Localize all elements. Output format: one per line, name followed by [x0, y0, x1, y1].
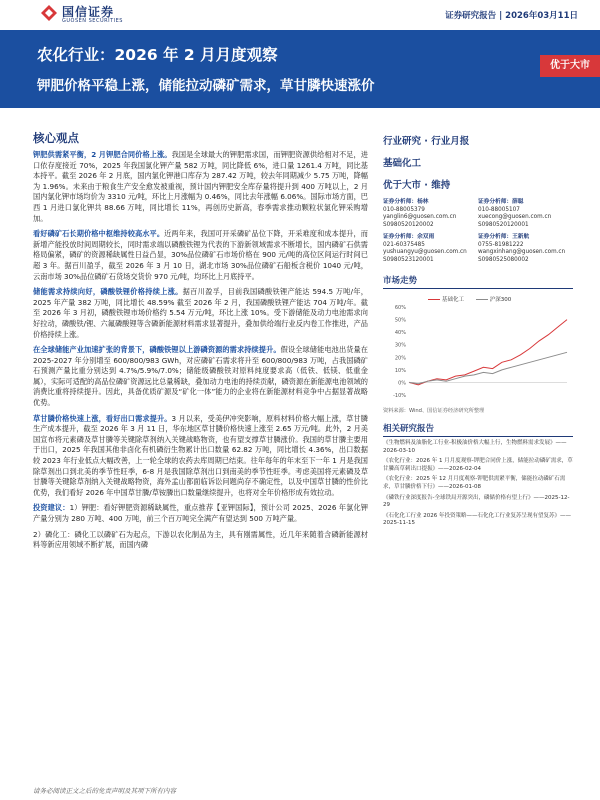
- analyst-list: [383, 199, 573, 264]
- y-tick-label: 20%: [394, 355, 406, 362]
- y-tick-label: -10%: [393, 393, 406, 399]
- logo-text-en: GUOSEN SECURITIES: [62, 18, 123, 24]
- chart-title: 市场走势: [383, 274, 573, 289]
- paragraph-text: 3 月以来，受美伊冲突影响，原料材料价格大幅上涨，草甘膦生产成本提升，截至 2026 年 3 月 11 日，华东地区草甘膦价格快速上涨至 2.65 万元/吨。此外，2 月美国宣布将元素磷及草甘膦等关键除草剂纳入关键战略物资，也有望支撑草甘膦涨价。我国的草甘膦主要用于出口，2025 年我国其他非卤化有机磷衍生物累计出口数量 62.82 万吨，同比增长 4.36%，出口数据较 2023 年行业低点大幅改善，上一轮全球的农药去库周期已结束。往年每年的年末至下一年 1 月是我国除草剂出口到北美的季节性旺季，6-8 月是我国除草剂出口到南美的季节性旺季。考虑美国将元素磷及草甘膦等关键除草剂纳入关键战略物资，海外孟山都面临诉讼问题尚存不确定性，以及中国草甘膦的性价比优势，我们看好 2026 年中国草甘膦/草铵膦出口数量继续提升，也将对全年价格形成有效拉动。: [33, 413, 368, 497]
- paragraph-text: 我国是全球最大的钾肥需求国，而钾肥资源供给相对不足，进口依存度接近 70%，2025 年我国氯化钾产量 582 万吨，同比降低 6%，进口量 1261.4 万吨，同比基本持平。截至 2026 年 2 月底，国内氯化钾港口库存为 287.42 万吨，较去年同期减少 5.75 万吨，降幅为 1.96%。未来由于粮食生产安全愈发被重视，预计国内钾肥安全库存量将提升到 400 万吨以上，2 月国内氯化钾市场均价为 3310 元/吨，环比上月涨幅为 0.46%，同比去年涨幅 6.06%。国际市场方面，巴西 1 月进口氯化钾共 88.66 万吨，同比增长 11%，再创历史新高，春季需求推动颗粒状氯化钾采购增加。: [33, 150, 368, 223]
- related-reports-title: 相关研究报告: [383, 422, 573, 437]
- market-trend-chart: [383, 293, 573, 405]
- core-views-title: 核心观点: [33, 131, 79, 145]
- paragraph-phosphate-rock: [33, 229, 368, 282]
- analyst-cert: S0980523120001: [383, 256, 434, 263]
- legend-item-index: [428, 295, 464, 303]
- guosen-logo: [40, 3, 150, 27]
- related-report-item[interactable]: 《生物燃料及油脂化工行业-积极油价格大幅上行，生物燃料需求发展》——2026-03-10: [383, 440, 567, 454]
- chart-svg: [383, 293, 573, 405]
- paragraph-energy-storage: [33, 345, 368, 409]
- analyst-phone: 021-60375485: [383, 241, 425, 248]
- legend-item-market: [476, 295, 512, 303]
- logo-text-cn: 国信证券: [62, 5, 115, 19]
- core-views: [33, 130, 368, 556]
- analyst-card: [383, 199, 478, 229]
- analyst-card: [478, 199, 573, 229]
- legend-label: 沪深300: [489, 297, 512, 303]
- paragraph-text: 2）磷化工：磷化工以磷矿石为起点，下游以农化制品为主，具有刚需属性，近几年来随着含磷新能源材料等新应用领域不断扩展，而国内磷: [33, 529, 368, 550]
- paragraph-text: 假设全球储能电池出货量在 2025-2027 年分别增至 600/800/983 GWh，对应磷矿石需求将升至 600/800/983 万吨，占我国磷矿石预测产量比重分别达到 4.7%/5.9%/7.0%；储能级磷酸铁对原料纯度要求高（低铁、低镁、低重金属），实际可适配的高品位磷矿资源远比总量稀缺，叠加动力电池的持续贡献，磷资源在新能源电池领域的消费比重将持续提升。因此，具备优质矿源及“矿化一体”能力的企业将在新能源材料竞争中占据显著战略优势。: [33, 345, 368, 408]
- paragraph-investment: [33, 503, 368, 524]
- industry-rating: 优于大市 · 维持: [383, 180, 451, 191]
- analyst-name: 证券分析师：王新航: [478, 234, 530, 240]
- paragraph-text: 近两年来，我国可开采磷矿品位下降，开采难度和成本提升，而新增产能投放时间周期较长，同时需求端以磷酸铁锂为代表的下游新领域需求不断增长，国内磷矿石供需格局偏紧，磷矿的资源稀缺属性日益凸显，30%品位磷矿石市场价格在 900 元/吨的高位区间运行时间已超 3 年。据百川盈孚，截至 2026 年 3 月 10 日，湖北市场 30%品位磷矿石船板含税价 1040 元/吨，云南市场 30%品位磷矿石货场交货价 970 元/吨，均环比上月底持平。: [33, 229, 368, 281]
- legend-label: 基础化工: [442, 297, 465, 303]
- related-report-item[interactable]: 《农化行业：2026 年 1 月月度观察-钾肥合同价上涨，储能拉动磷矿需求，草甘膦高草刺出口提振》——2026-02-04: [383, 458, 573, 472]
- paragraph-phosphorus-chem: [33, 530, 368, 551]
- y-tick-label: 50%: [394, 317, 406, 324]
- series-line-0: [409, 320, 567, 385]
- analyst-cert: S0980520120002: [383, 221, 434, 228]
- top-bar: [0, 0, 600, 31]
- paragraph-lead: 钾肥供需紧平衡，2 月钾肥合同价格上涨。: [33, 150, 172, 159]
- analyst-email[interactable]: xuecong@guosen.com.cn: [478, 214, 552, 220]
- paragraph-glyphosate: [33, 414, 368, 499]
- y-tick-label: 30%: [394, 342, 406, 349]
- paragraph-potash: [33, 150, 368, 224]
- paragraph-lfp: [33, 287, 368, 340]
- analyst-phone: 0755-81981222: [478, 241, 524, 248]
- analyst-card: [478, 234, 573, 264]
- paragraph-text: 据百川盈孚，目前我国磷酸铁锂产能达 594.5 万吨/年，2025 年产量 382 万吨，同比增长 48.59% 截至 2026 年 2 月，我国磷酸铁锂产能达 704 万吨/年。截至 2026 年 3 月初，磷酸铁锂市场价格约 5.54 万元/吨，环比上涨 10%。受下游储能及动力电池需求向好拉动，磷酸铁/锂、六氟磷酸锂等含磷新能源材料需求显著提升，叠加供给端行业反内卷工作推进，产品价格持续上涨。: [33, 287, 368, 339]
- analyst-name: 证券分析师：薛聪: [478, 199, 524, 205]
- report-type-date: 证券研究报告 | 2026年03月11日: [445, 11, 578, 21]
- related-report-item[interactable]: 《磷铁行业深度报告-全球铁局开源突出，磷储价格有望上行》——2025-12-29: [383, 494, 570, 509]
- related-report-item[interactable]: 《农化行业：2025 年 12 月月度观察-钾肥供需紧平衡，储能拉动磷矿石需求，草甘膦价格下行》——2026-01-08: [383, 476, 566, 490]
- chart-source: 资料来源：Wind、国信证券经济研究所整理: [383, 408, 485, 414]
- analyst-phone: 010-88005107: [478, 206, 520, 213]
- analyst-email[interactable]: yanglin6@guosen.com.cn: [383, 214, 457, 220]
- y-tick-label: 10%: [394, 367, 406, 374]
- analyst-name: 证券分析师：杨林: [383, 199, 429, 205]
- paragraph-text: 1）钾肥：看好钾肥资源稀缺属性，重点推荐【亚钾国际】，预计公司 2025、2026 年氯化钾产量分别为 280 万吨、400 万吨，前三个百万吨完全满产有望达到 500 万吨产量。: [33, 503, 368, 523]
- paragraph-lead: 看好磷矿石长期价格中枢维持较高水平。: [33, 229, 165, 239]
- research-category: 行业研究 · 行业月报: [383, 136, 470, 147]
- report-title: 农化行业：2026 年 2 月月度观察: [37, 46, 278, 64]
- chart-legend: [428, 295, 521, 303]
- analyst-name: 证券分析师：余双雨: [383, 234, 435, 240]
- logo-mark-icon: [40, 4, 58, 22]
- paragraph-lead: 草甘膦价格快速上涨，看好出口需求提升。: [33, 413, 172, 423]
- paragraph-lead: 投资建议：: [33, 503, 70, 513]
- y-tick-label: 60%: [394, 305, 406, 311]
- analyst-cert: S0980525080002: [478, 256, 529, 263]
- rating-tag: 优于大市: [540, 55, 600, 77]
- title-banner: [0, 30, 600, 108]
- industry-name: 基础化工: [383, 158, 422, 169]
- analyst-email[interactable]: yushuangyu@guosen.com.cn: [383, 249, 467, 255]
- paragraph-lead: 储能需求持续向好，磷酸铁锂价格持续上涨。: [33, 287, 183, 297]
- analyst-email[interactable]: wangxinhang@guosen.com.cn: [478, 249, 566, 255]
- report-subtitle: 钾肥价格平稳上涨，储能拉动磷矿需求，草甘膦快速涨价: [37, 78, 375, 94]
- disclaimer-footer: 请务必阅读正文之后的免责声明及其项下所有内容: [33, 787, 176, 795]
- related-report-item[interactable]: 《石化化工行业 2026 年投资策略——石化化工行业复苏呈现有望复苏》——2025-11-15: [383, 512, 571, 527]
- y-tick-label: 40%: [394, 330, 406, 337]
- paragraph-lead: 在全球储能产业加速扩张的背景下，磷酸铁锂以上游磷资源的需求持续提升。: [33, 345, 281, 355]
- sidebar: [383, 133, 573, 528]
- y-tick-label: 0%: [398, 380, 406, 387]
- analyst-phone: 010-88005379: [383, 206, 425, 213]
- analyst-cert: S0980520120001: [478, 221, 529, 228]
- analyst-card: [383, 234, 478, 264]
